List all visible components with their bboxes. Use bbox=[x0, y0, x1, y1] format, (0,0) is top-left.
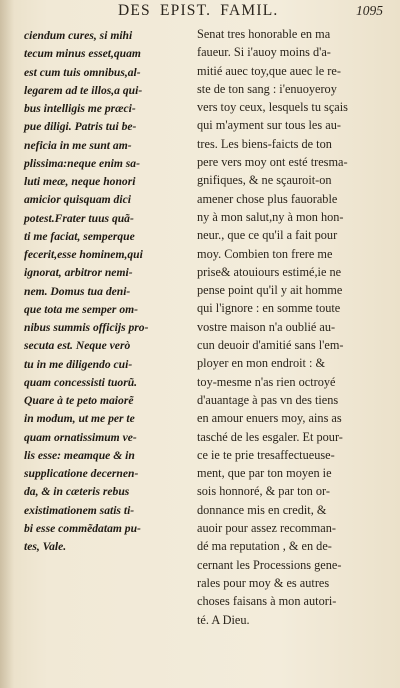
french-text-line: neur., que ce qu'il a fait pour bbox=[197, 228, 338, 243]
french-text-line: choses faisans à mon autori- bbox=[197, 594, 337, 609]
french-text-line: qui m'ayment sur tous les au- bbox=[197, 118, 341, 133]
french-text-line: dé ma reputation , & en de- bbox=[197, 539, 332, 554]
latin-text-line: pue diligi. Patris tui be- bbox=[24, 120, 137, 134]
latin-text-line: in modum, ut me per te bbox=[24, 412, 135, 426]
french-text-line: pense point qu'il y ait homme bbox=[197, 283, 343, 298]
french-text-line: faueur. Si i'auoy moins d'a- bbox=[197, 45, 331, 60]
french-text-line: ce ie te prie tresaffectueuse- bbox=[197, 447, 335, 462]
latin-text-line: supplicatione decernen- bbox=[24, 467, 139, 480]
french-text-line: tasché de les esgaler. Et pour- bbox=[197, 429, 343, 444]
latin-text-line: fecerit,esse hominem,qui bbox=[24, 248, 143, 261]
french-text-line: auoir pour assez recomman- bbox=[197, 521, 336, 536]
french-text-line: toy-mesme n'as rien octroyé bbox=[197, 374, 336, 389]
latin-text-line: est cum tuis omnibus,al- bbox=[24, 65, 141, 79]
french-text-line: ployer en mon endroit : & bbox=[197, 356, 326, 371]
french-text-line: cun deuoir d'amitié sans l'em- bbox=[197, 338, 344, 353]
french-text-line: gnifiques, & ne sçauroit-on bbox=[197, 173, 332, 188]
running-head: DES EPIST. FAMIL. bbox=[118, 2, 279, 19]
french-text-line: mitié auec toy,que auec le re- bbox=[197, 63, 341, 78]
page-gutter-shadow bbox=[0, 0, 14, 688]
french-text-line: prise& atouiours estimé,ie ne bbox=[197, 264, 342, 279]
french-text-line: cernant les Processions gene- bbox=[197, 557, 342, 572]
latin-text-line: tu in me diligendo cui- bbox=[24, 357, 133, 371]
french-text-line: tres. Les biens-faicts de ton bbox=[197, 136, 332, 151]
latin-text-line: da, & in cæteris rebus bbox=[24, 485, 130, 499]
french-text-line: sois honnoré, & par ton or- bbox=[197, 484, 330, 499]
latin-text-line: quam ornatissimum ve- bbox=[24, 430, 137, 444]
french-text-line: qui l'ignore : en somme toute bbox=[197, 301, 341, 316]
french-text-line: moy. Combien ton frere me bbox=[197, 246, 333, 261]
french-text-line: ny à mon salut,ny à mon hon- bbox=[197, 209, 344, 224]
latin-text-line: bi esse commẽdatam pu- bbox=[24, 521, 141, 535]
page-number: 1095 bbox=[356, 3, 383, 18]
french-text-line: té. A Dieu. bbox=[197, 612, 250, 627]
french-text-line: rales pour moy & es autres bbox=[197, 575, 330, 590]
latin-text-line: tes, Vale. bbox=[24, 540, 67, 553]
french-text-line: ment, que par ton moyen ie bbox=[197, 466, 332, 481]
latin-text-line: secuta est. Neque verò bbox=[24, 339, 131, 353]
latin-text-line: nibus summis officijs pro- bbox=[24, 321, 149, 334]
latin-text-line: neficia in me sunt am- bbox=[24, 138, 132, 152]
french-text-line: amener chose plus fauorable bbox=[197, 191, 338, 206]
latin-text-line: amicior quisquam dici bbox=[24, 193, 131, 207]
latin-text-line: que tota me semper om- bbox=[24, 302, 138, 316]
latin-text-line: ciendum cures, si mihi bbox=[24, 29, 133, 42]
latin-text-line: nem. Domus tua deni- bbox=[24, 284, 131, 298]
latin-text-line: lis esse: meamque & in bbox=[24, 448, 135, 462]
latin-text-line: luti meæ, neque honori bbox=[24, 175, 136, 188]
latin-text-line: tecum minus esset,quam bbox=[24, 47, 141, 61]
page-header bbox=[0, 2, 400, 22]
french-text-line: vostre maison n'a oublié au- bbox=[197, 319, 336, 334]
latin-text-line: ignorat, arbitror nemi- bbox=[24, 266, 133, 280]
french-text-line: Senat tres honorable en ma bbox=[197, 27, 331, 41]
french-text-line: d'auantage à pas vn des tiens bbox=[197, 392, 339, 407]
french-column bbox=[197, 25, 377, 629]
latin-text-line: potest.Frater tuus quã- bbox=[24, 211, 134, 225]
latin-text-line: existimationem satis ti- bbox=[24, 503, 135, 517]
french-text-line: pere vers moy ont esté tresma- bbox=[197, 155, 348, 170]
latin-text-line: legarem ad te illos,a qui- bbox=[24, 83, 143, 97]
french-text-line: en amour enuers moy, ains as bbox=[197, 411, 342, 426]
latin-text-line: bus intelligis me præci- bbox=[24, 102, 136, 115]
latin-text-line: Quare à te peto maiorẽ bbox=[24, 394, 134, 407]
french-text-line: donnance mis en credit, & bbox=[197, 502, 327, 517]
latin-text-line: ti me faciat, semperque bbox=[24, 229, 135, 243]
french-text-line: ste de ton sang : i'enuoyeroy bbox=[197, 81, 337, 96]
latin-text-line: plissima:neque enim sa- bbox=[24, 156, 140, 170]
latin-column bbox=[24, 27, 190, 556]
french-text-line: vers toy ceux, lesquels tu sçais bbox=[197, 100, 348, 115]
latin-text-line: quam concessisti tuorũ. bbox=[24, 375, 138, 389]
